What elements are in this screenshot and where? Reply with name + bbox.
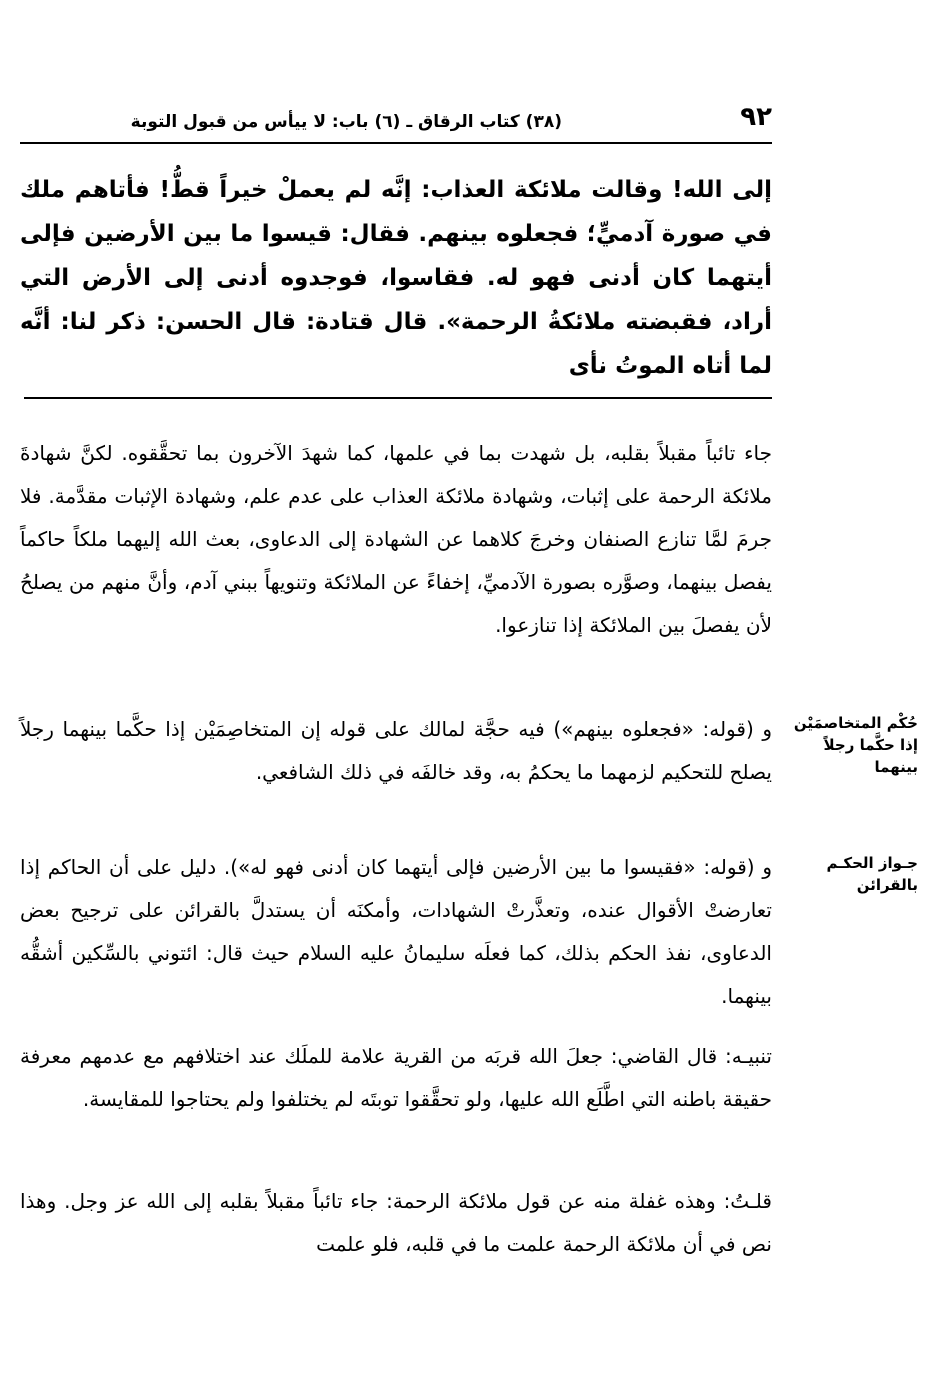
margin-note-circumstantial-evidence: جـواز الحكـم بالقرائن [826, 854, 918, 894]
page-header [20, 100, 772, 144]
hadith-text: إلى الله! وقالت ملائكة العذاب: إنَّه لم يعملْ خيراً قطُّ! فأتاهم ملك في صورة آدميٍّ؛ فجعلوه بينهم. فقال: قيسوا ما بين الأرضين فإلى أيتهما كان أدنى فهو له. فقاسوا، فوجدوه أدنى إلى الأرض التي أراد، فقبضته ملائكةُ الرحمة». قال قتادة: قال الحسن: ذكر لنا: أنَّه لما أتاه الموتُ نأى [20, 177, 772, 379]
margin-note-arbitration: حُكْم المتخاصمَيْن إذا حكَّما رجلاً بينهما [793, 714, 918, 776]
commentary-paragraph-1: جاء تائباً مقبلاً بقلبه، بل شهدت بما في علمها، كما شهدَ الآخرون بما تحقَّقوه. لكنَّ شهادةَ ملائكة الرحمة على إثبات، وشهادة ملائكة العذاب على عدم علم، وشهادة الإثبات مقدَّمة. فلا جرمَ لمَّا تنازع الصنفان وخرجَ كلاهما عن الشهادة إلى الدعاوى، بعث الله إليهما ملكاً حاكماً يفصل بينهما، وصوَّره بصورة الآدميِّ، إخفاءً عن الملائكة وتنويهاً ببني آدم، وأنَّ منهم من يصلحُ لأن يفصلَ بين الملائكة إذا تنازعوا. [20, 441, 772, 637]
section-divider [24, 397, 772, 399]
page-number: ٩٢ [740, 102, 772, 132]
commentary-paragraph-5: قلـتُ: وهذه غفلة منه عن قول ملائكة الرحمة: جاء تائباً مقبلاً بقلبه إلى الله عز وجل. وهذا نص في أن ملائكة الرحمة علمت ما في قلبه، فلو علمت [20, 1189, 772, 1256]
running-head: (٣٨) كتاب الرقاق ـ (٦) باب: لا ييأس من قبول التوبة [130, 112, 562, 132]
commentary-paragraph-4: تنبيـه: قال القاضي: جعلَ الله قربَه من القرية علامة للملَك عند اختلافهم مع عدمهم معرفة حقيقة باطنه التي اطَّلَع الله عليها، ولو تحقَّقوا توبتَه لم يختلفوا ولم يحتاجوا للمقايسة. [20, 1044, 772, 1111]
commentary-paragraph-3: و (قوله: «فقيسوا ما بين الأرضين فإلى أيتهما كان أدنى فهو له»). دليل على أن الحاكم إذا تعارضتْ الأقوال عنده، وتعذَّرتْ الشهادات، وأمكنَه أن يستدلَّ بالقرائن على ترجيح بعض الدعاوى، نفذ الحكم بذلك، كما فعلَه سليمانُ عليه السلام حيث قال: ائتوني بالسِّكين أشقُّه بينهما. [20, 855, 772, 1008]
commentary-paragraph-2: و (قوله: «فجعلوه بينهم») فيه حجَّة لمالك على قوله إن المتخاصِمَيْن إذا حكَّما بينهما رجلاً يصلح للتحكيم لزمهما ما يحكمُ به، وقد خالفَه في ذلك الشافعي. [20, 717, 772, 784]
